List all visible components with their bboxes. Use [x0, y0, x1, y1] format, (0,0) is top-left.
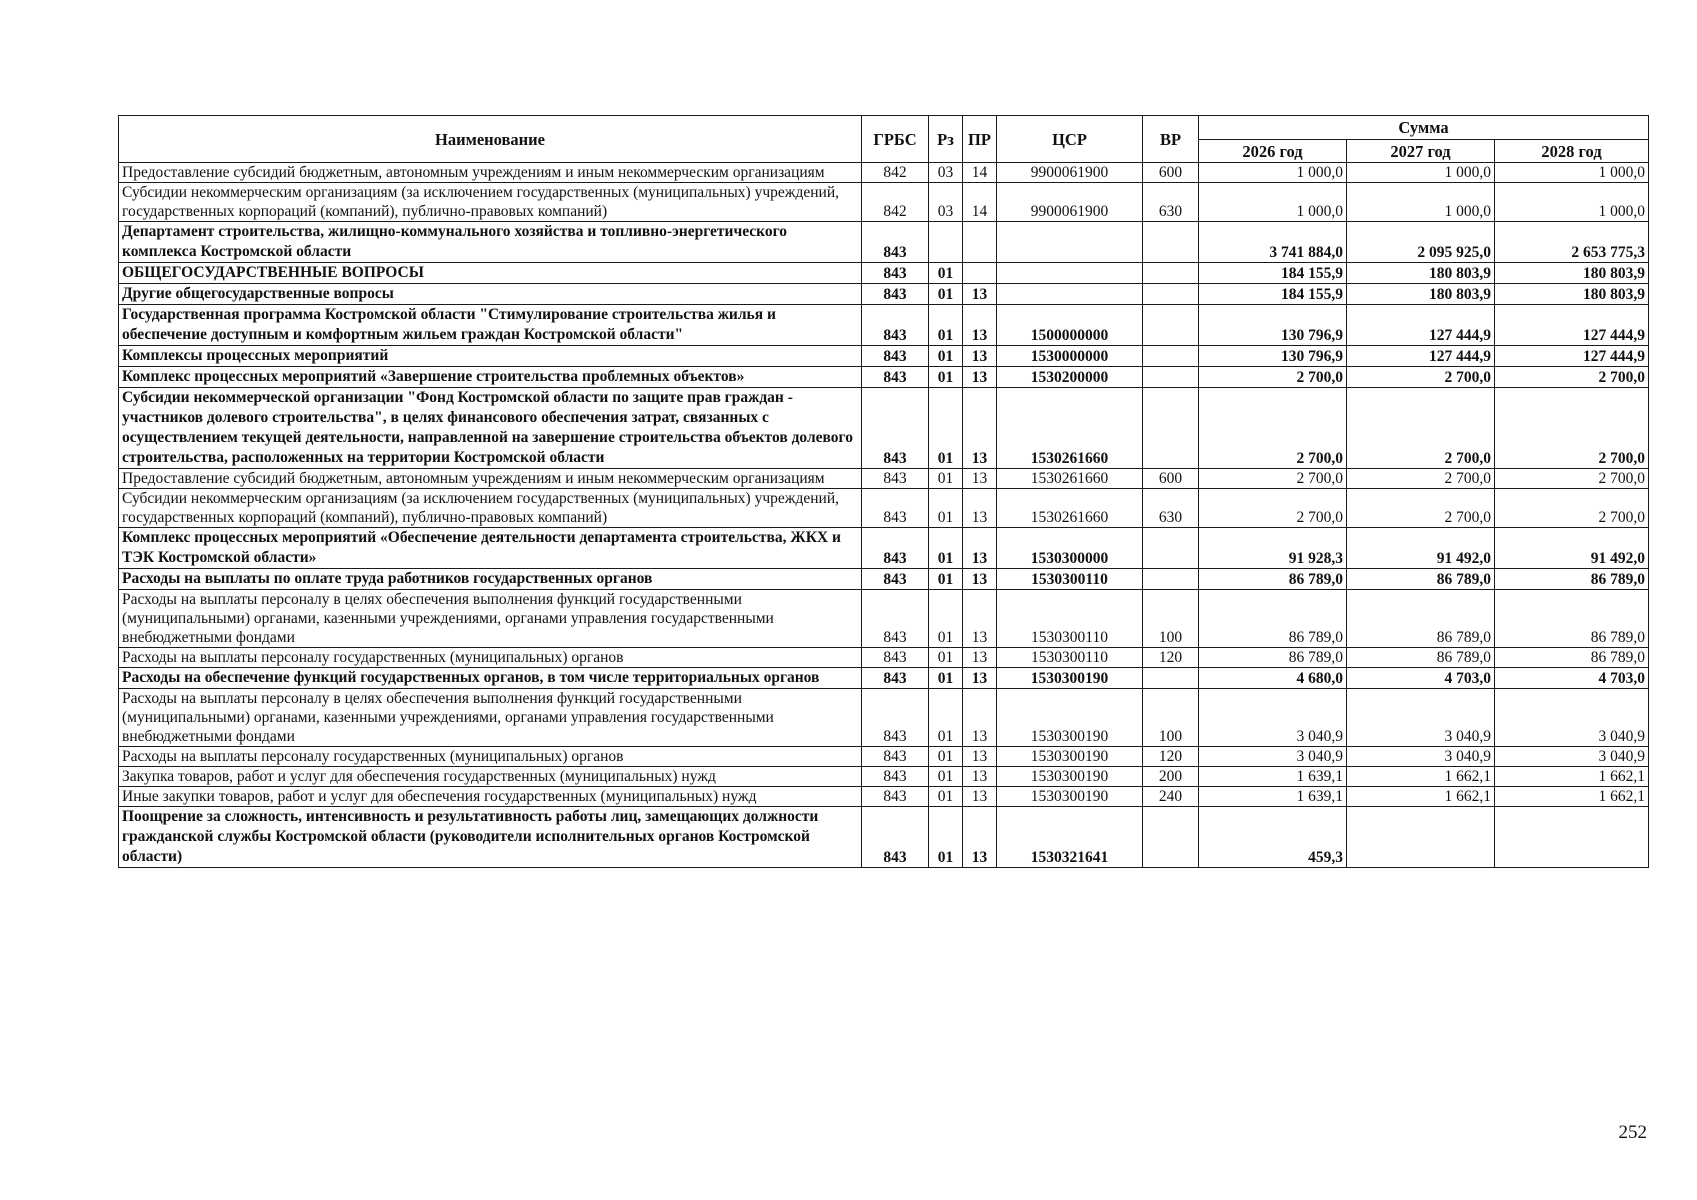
cell-grbs: 843 [862, 489, 929, 528]
cell-sum-2027: 1 662,1 [1347, 787, 1495, 807]
cell-pr: 13 [963, 767, 997, 787]
cell-rz: 01 [929, 367, 963, 388]
cell-pr: 14 [963, 163, 997, 183]
cell-rz: 01 [929, 263, 963, 284]
header-year-2028: 2028 год [1495, 140, 1649, 163]
cell-name: Закупка товаров, работ и услуг для обеспечения государственных (муниципальных) нужд [119, 767, 862, 787]
cell-pr: 13 [963, 305, 997, 346]
cell-name: Расходы на выплаты персоналу в целях обеспечения выполнения функций государственными (муниципальными) органами, казенными учреждениями, органами управления государственными внебюджетными фондами [119, 590, 862, 648]
cell-sum-2027: 86 789,0 [1347, 648, 1495, 668]
table-row [119, 367, 1649, 388]
table-row [119, 689, 1649, 747]
cell-grbs: 843 [862, 747, 929, 767]
cell-sum-2026: 3 040,9 [1199, 747, 1347, 767]
cell-sum-2028: 86 789,0 [1495, 590, 1649, 648]
cell-name: Субсидии некоммерческим организациям (за исключением государственных (муниципальных) учреждений, государственных корпораций (компаний), публично-правовых компаний) [119, 183, 862, 222]
cell-rz: 01 [929, 689, 963, 747]
cell-grbs: 843 [862, 528, 929, 569]
table-row [119, 284, 1649, 305]
header-csr: ЦСР [997, 116, 1143, 163]
cell-csr: 1530321641 [997, 807, 1143, 868]
cell-sum-2026: 91 928,3 [1199, 528, 1347, 569]
cell-sum-2026: 1 639,1 [1199, 767, 1347, 787]
cell-rz: 01 [929, 648, 963, 668]
cell-sum-2026: 459,3 [1199, 807, 1347, 868]
cell-rz: 01 [929, 767, 963, 787]
cell-name: Комплекс процессных мероприятий «Завершение строительства проблемных объектов» [119, 367, 862, 388]
cell-grbs: 843 [862, 305, 929, 346]
cell-name: ОБЩЕГОСУДАРСТВЕННЫЕ ВОПРОСЫ [119, 263, 862, 284]
cell-sum-2026: 2 700,0 [1199, 469, 1347, 489]
header-year-2027: 2027 год [1347, 140, 1495, 163]
table-row [119, 528, 1649, 569]
cell-vr: 120 [1143, 747, 1199, 767]
cell-sum-2027: 2 700,0 [1347, 469, 1495, 489]
cell-csr: 1530200000 [997, 367, 1143, 388]
cell-sum-2026: 3 040,9 [1199, 689, 1347, 747]
cell-csr: 1530300110 [997, 648, 1143, 668]
table-row [119, 787, 1649, 807]
cell-name: Субсидии некоммерческой организации "Фонд Костромской области по защите прав граждан - участников долевого строительства", в целях финансового обеспечения затрат, связанных с осуществлением текущей деятельности, направленной на завершение строительства объектов долевого строительства, расположенных на территории Костромской области [119, 388, 862, 469]
cell-sum-2027: 3 040,9 [1347, 747, 1495, 767]
cell-csr: 1530300110 [997, 569, 1143, 590]
cell-vr: 240 [1143, 787, 1199, 807]
budget-table [118, 115, 1649, 868]
cell-csr [997, 222, 1143, 263]
cell-csr: 1500000000 [997, 305, 1143, 346]
cell-sum-2026: 184 155,9 [1199, 284, 1347, 305]
cell-vr [1143, 222, 1199, 263]
cell-csr: 1530300190 [997, 689, 1143, 747]
cell-vr: 630 [1143, 183, 1199, 222]
cell-sum-2028: 127 444,9 [1495, 346, 1649, 367]
cell-sum-2028: 2 700,0 [1495, 367, 1649, 388]
cell-sum-2027: 4 703,0 [1347, 668, 1495, 689]
cell-sum-2028: 1 000,0 [1495, 183, 1649, 222]
cell-sum-2027: 86 789,0 [1347, 569, 1495, 590]
cell-name: Департамент строительства, жилищно-коммунального хозяйства и топливно-энергетического комплекса Костромской области [119, 222, 862, 263]
cell-vr [1143, 346, 1199, 367]
cell-csr: 1530300110 [997, 590, 1143, 648]
cell-name: Расходы на выплаты персоналу государственных (муниципальных) органов [119, 648, 862, 668]
cell-rz: 01 [929, 489, 963, 528]
cell-grbs: 842 [862, 163, 929, 183]
cell-sum-2026: 1 639,1 [1199, 787, 1347, 807]
cell-sum-2026: 184 155,9 [1199, 263, 1347, 284]
table-row [119, 469, 1649, 489]
cell-rz: 03 [929, 163, 963, 183]
cell-pr: 14 [963, 183, 997, 222]
cell-vr: 100 [1143, 590, 1199, 648]
cell-rz: 01 [929, 528, 963, 569]
cell-sum-2027: 1 000,0 [1347, 163, 1495, 183]
cell-csr: 1530300190 [997, 767, 1143, 787]
cell-pr: 13 [963, 367, 997, 388]
table-header [119, 116, 1649, 163]
cell-vr [1143, 263, 1199, 284]
cell-grbs: 843 [862, 569, 929, 590]
cell-pr: 13 [963, 284, 997, 305]
cell-grbs: 843 [862, 590, 929, 648]
cell-vr [1143, 388, 1199, 469]
cell-name: Комплексы процессных мероприятий [119, 346, 862, 367]
cell-grbs: 843 [862, 263, 929, 284]
cell-pr [963, 222, 997, 263]
cell-rz: 01 [929, 787, 963, 807]
cell-grbs: 842 [862, 183, 929, 222]
cell-sum-2028: 127 444,9 [1495, 305, 1649, 346]
cell-name: Другие общегосударственные вопросы [119, 284, 862, 305]
cell-vr: 120 [1143, 648, 1199, 668]
cell-sum-2027: 91 492,0 [1347, 528, 1495, 569]
cell-sum-2027: 2 095 925,0 [1347, 222, 1495, 263]
cell-csr: 1530261660 [997, 489, 1143, 528]
cell-name: Предоставление субсидий бюджетным, автономным учреждениям и иным некоммерческим организациям [119, 163, 862, 183]
cell-grbs: 843 [862, 367, 929, 388]
cell-csr: 1530300190 [997, 787, 1143, 807]
cell-sum-2028: 91 492,0 [1495, 528, 1649, 569]
cell-pr: 13 [963, 807, 997, 868]
cell-pr: 13 [963, 346, 997, 367]
cell-name: Расходы на выплаты персоналу в целях обеспечения выполнения функций государственными (муниципальными) органами, казенными учреждениями, органами управления государственными внебюджетными фондами [119, 689, 862, 747]
cell-rz: 01 [929, 569, 963, 590]
cell-grbs: 843 [862, 648, 929, 668]
table-row [119, 222, 1649, 263]
cell-csr: 1530261660 [997, 469, 1143, 489]
cell-name: Комплекс процессных мероприятий «Обеспечение деятельности департамента строительства, ЖКХ и ТЭК Костромской области» [119, 528, 862, 569]
cell-rz [929, 222, 963, 263]
cell-grbs: 843 [862, 222, 929, 263]
table-row [119, 183, 1649, 222]
cell-pr [963, 263, 997, 284]
cell-sum-2026: 86 789,0 [1199, 590, 1347, 648]
cell-pr: 13 [963, 689, 997, 747]
cell-csr: 1530300000 [997, 528, 1143, 569]
cell-sum-2026: 1 000,0 [1199, 163, 1347, 183]
cell-sum-2026: 130 796,9 [1199, 346, 1347, 367]
cell-pr: 13 [963, 528, 997, 569]
cell-sum-2027 [1347, 807, 1495, 868]
header-year-2026: 2026 год [1199, 140, 1347, 163]
cell-sum-2028 [1495, 807, 1649, 868]
cell-sum-2028: 1 662,1 [1495, 767, 1649, 787]
cell-pr: 13 [963, 668, 997, 689]
cell-rz: 01 [929, 469, 963, 489]
cell-vr [1143, 367, 1199, 388]
cell-vr [1143, 668, 1199, 689]
header-grbs: ГРБС [862, 116, 929, 163]
cell-sum-2027: 1 000,0 [1347, 183, 1495, 222]
table-row [119, 346, 1649, 367]
cell-vr [1143, 305, 1199, 346]
page-number: 252 [1618, 1122, 1647, 1143]
table-row [119, 807, 1649, 868]
cell-name: Предоставление субсидий бюджетным, автономным учреждениям и иным некоммерческим организациям [119, 469, 862, 489]
cell-sum-2027: 2 700,0 [1347, 489, 1495, 528]
cell-sum-2028: 180 803,9 [1495, 263, 1649, 284]
cell-rz: 01 [929, 388, 963, 469]
table-row [119, 767, 1649, 787]
cell-sum-2028: 3 040,9 [1495, 689, 1649, 747]
cell-csr: 1530300190 [997, 747, 1143, 767]
cell-sum-2026: 3 741 884,0 [1199, 222, 1347, 263]
table-row [119, 163, 1649, 183]
table-row [119, 305, 1649, 346]
cell-grbs: 843 [862, 807, 929, 868]
cell-grbs: 843 [862, 787, 929, 807]
cell-name: Государственная программа Костромской области "Стимулирование строительства жилья и обеспечение доступным и комфортным жильем граждан Костромской области" [119, 305, 862, 346]
cell-sum-2026: 86 789,0 [1199, 648, 1347, 668]
cell-rz: 01 [929, 284, 963, 305]
cell-pr: 13 [963, 469, 997, 489]
cell-sum-2027: 127 444,9 [1347, 346, 1495, 367]
cell-sum-2028: 86 789,0 [1495, 648, 1649, 668]
cell-csr: 1530300190 [997, 668, 1143, 689]
cell-sum-2026: 86 789,0 [1199, 569, 1347, 590]
cell-name: Субсидии некоммерческим организациям (за исключением государственных (муниципальных) учреждений, государственных корпораций (компаний), публично-правовых компаний) [119, 489, 862, 528]
cell-pr: 13 [963, 747, 997, 767]
cell-csr: 9900061900 [997, 163, 1143, 183]
cell-csr [997, 284, 1143, 305]
cell-rz: 01 [929, 305, 963, 346]
cell-sum-2027: 180 803,9 [1347, 263, 1495, 284]
header-vr: ВР [1143, 116, 1199, 163]
cell-sum-2028: 2 700,0 [1495, 388, 1649, 469]
cell-sum-2026: 1 000,0 [1199, 183, 1347, 222]
header-name: Наименование [119, 116, 862, 163]
cell-sum-2027: 180 803,9 [1347, 284, 1495, 305]
cell-sum-2027: 3 040,9 [1347, 689, 1495, 747]
cell-csr: 9900061900 [997, 183, 1143, 222]
cell-pr: 13 [963, 787, 997, 807]
cell-grbs: 843 [862, 767, 929, 787]
cell-csr [997, 263, 1143, 284]
cell-grbs: 843 [862, 284, 929, 305]
cell-csr: 1530261660 [997, 388, 1143, 469]
cell-vr [1143, 528, 1199, 569]
cell-sum-2026: 130 796,9 [1199, 305, 1347, 346]
cell-grbs: 843 [862, 668, 929, 689]
cell-vr [1143, 284, 1199, 305]
cell-vr [1143, 807, 1199, 868]
cell-sum-2028: 4 703,0 [1495, 668, 1649, 689]
cell-pr: 13 [963, 569, 997, 590]
cell-vr: 600 [1143, 163, 1199, 183]
cell-pr: 13 [963, 590, 997, 648]
cell-rz: 01 [929, 747, 963, 767]
cell-sum-2026: 2 700,0 [1199, 367, 1347, 388]
cell-vr: 630 [1143, 489, 1199, 528]
cell-sum-2028: 1 000,0 [1495, 163, 1649, 183]
cell-grbs: 843 [862, 346, 929, 367]
cell-vr: 600 [1143, 469, 1199, 489]
cell-pr: 13 [963, 388, 997, 469]
cell-grbs: 843 [862, 689, 929, 747]
cell-sum-2028: 2 700,0 [1495, 489, 1649, 528]
cell-vr: 100 [1143, 689, 1199, 747]
cell-vr [1143, 569, 1199, 590]
cell-rz: 01 [929, 807, 963, 868]
cell-sum-2027: 86 789,0 [1347, 590, 1495, 648]
header-pr: ПР [963, 116, 997, 163]
cell-name: Расходы на обеспечение функций государственных органов, в том числе территориальных органов [119, 668, 862, 689]
table-row [119, 489, 1649, 528]
table-row [119, 569, 1649, 590]
cell-pr: 13 [963, 489, 997, 528]
cell-name: Поощрение за сложность, интенсивность и результативность работы лиц, замещающих должности гражданской службы Костромской области (руководители исполнительных органов Костромской области) [119, 807, 862, 868]
cell-sum-2027: 127 444,9 [1347, 305, 1495, 346]
table-row [119, 388, 1649, 469]
table-row [119, 668, 1649, 689]
cell-sum-2026: 2 700,0 [1199, 489, 1347, 528]
cell-sum-2026: 2 700,0 [1199, 388, 1347, 469]
cell-name: Расходы на выплаты по оплате труда работников государственных органов [119, 569, 862, 590]
table-row [119, 747, 1649, 767]
header-rz: Рз [929, 116, 963, 163]
cell-grbs: 843 [862, 388, 929, 469]
header-sum: Сумма [1199, 116, 1649, 140]
table-body [119, 163, 1649, 868]
cell-rz: 03 [929, 183, 963, 222]
cell-csr: 1530000000 [997, 346, 1143, 367]
cell-sum-2027: 1 662,1 [1347, 767, 1495, 787]
cell-sum-2028: 180 803,9 [1495, 284, 1649, 305]
cell-sum-2028: 86 789,0 [1495, 569, 1649, 590]
cell-rz: 01 [929, 668, 963, 689]
table-row [119, 263, 1649, 284]
cell-sum-2027: 2 700,0 [1347, 367, 1495, 388]
cell-sum-2028: 3 040,9 [1495, 747, 1649, 767]
cell-grbs: 843 [862, 469, 929, 489]
cell-rz: 01 [929, 590, 963, 648]
table-row [119, 648, 1649, 668]
cell-name: Расходы на выплаты персоналу государственных (муниципальных) органов [119, 747, 862, 767]
cell-sum-2028: 1 662,1 [1495, 787, 1649, 807]
cell-rz: 01 [929, 346, 963, 367]
cell-pr: 13 [963, 648, 997, 668]
table-row [119, 590, 1649, 648]
cell-sum-2028: 2 653 775,3 [1495, 222, 1649, 263]
cell-vr: 200 [1143, 767, 1199, 787]
cell-name: Иные закупки товаров, работ и услуг для обеспечения государственных (муниципальных) нужд [119, 787, 862, 807]
cell-sum-2027: 2 700,0 [1347, 388, 1495, 469]
cell-sum-2026: 4 680,0 [1199, 668, 1347, 689]
cell-sum-2028: 2 700,0 [1495, 469, 1649, 489]
